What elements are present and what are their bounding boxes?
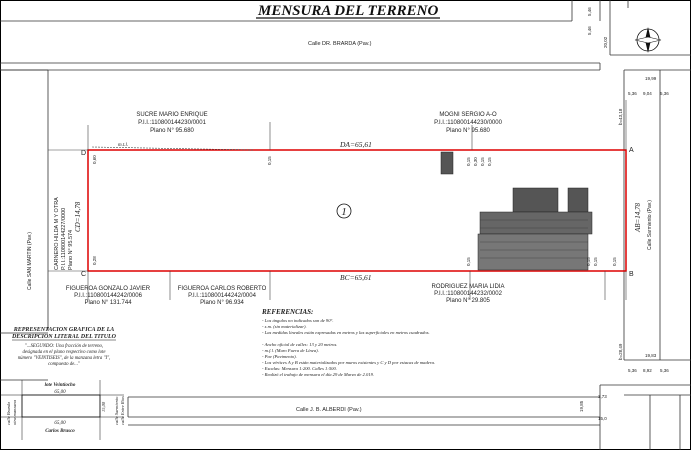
svg-text:DESCRIPCION LITERAL DEL TITULO: DESCRIPCION LITERAL DEL TITULO (11, 334, 117, 340)
svg-text:P.I.I.:110800144232/0002: P.I.I.:110800144232/0002 (434, 291, 502, 297)
svg-text:P.I.I.:110800144227/0000: P.I.I.:110800144227/0000 (61, 207, 67, 270)
block-bottom (0, 380, 624, 450)
svg-text:5,46: 5,46 (587, 7, 592, 16)
street-right: Calle Sarmiento (Pav.) (647, 200, 653, 250)
mtl-label: m.t.l. (118, 143, 129, 148)
references-heading: REFERENCIAS: (262, 308, 314, 316)
svg-text:5,36: 5,36 (628, 368, 637, 373)
svg-text:"...SEGUNDO: Una fracción de t: "...SEGUNDO: Una fracción de terreno, (24, 344, 104, 349)
svg-text:REPRESENTACION GRAFICA DE LA: REPRESENTACION GRAFICA DE LA (13, 327, 115, 333)
svg-text:otra manzana: otra manzana (12, 400, 17, 425)
svg-text:RODRIGUEZ MARIA LIDIA: RODRIGUEZ MARIA LIDIA (431, 284, 505, 290)
svg-text:- m.f.l. (Muro Fuera de Línea): - m.f.l. (Muro Fuera de Línea). (262, 348, 319, 353)
svg-text:b=28,49: b=28,49 (618, 343, 623, 360)
svg-text:0,28: 0,28 (92, 256, 97, 265)
svg-text:P.I.I.:110800144230/0000: P.I.I.:110800144230/0000 (434, 120, 502, 126)
svg-text:- Ancho oficial de calles: 13: - Ancho oficial de calles: 13 y 20 metros. (262, 342, 338, 347)
svg-text:0,15: 0,15 (466, 257, 471, 266)
neighbor-top-right (434, 112, 503, 134)
svg-text:- Pav (Pavimento).: - Pav (Pavimento). (262, 354, 297, 359)
svg-text:0,15: 0,15 (612, 257, 617, 266)
neighbor-bottom-mid (178, 286, 267, 306)
mini-plan (0, 380, 125, 440)
svg-text:Plano N° 131.744: Plano N° 131.744 (84, 300, 132, 306)
svg-text:FIGUEROA CARLOS ROBERTO: FIGUEROA CARLOS ROBERTO (177, 286, 267, 292)
svg-text:lote Veintiocho: lote Veintiocho (44, 383, 76, 388)
vertex-b: B (629, 271, 634, 278)
svg-text:5,36: 5,36 (660, 91, 669, 96)
side-cd: CD=14,78 (74, 201, 82, 232)
svg-text:65,00: 65,00 (54, 421, 66, 426)
svg-text:SUCRE MARIO ENRIQUE: SUCRE MARIO ENRIQUE (136, 112, 208, 118)
svg-text:19,85: 19,85 (579, 400, 584, 412)
svg-text:3,73: 3,73 (598, 394, 607, 399)
street-bottom: Calle J. B. ALBERDI (Pav.) (296, 407, 362, 413)
svg-text:b=43,18: b=43,18 (618, 108, 623, 125)
svg-text:20,02: 20,02 (603, 36, 608, 48)
vertex-a: A (629, 147, 634, 154)
svg-text:Plano N° 95.680: Plano N° 95.680 (150, 128, 194, 134)
svg-text:calle Brarda: calle Brarda (6, 402, 11, 425)
svg-text:Plano N° 95.680: Plano N° 95.680 (446, 128, 490, 134)
svg-text:Plano N° 29.805: Plano N° 29.805 (446, 298, 490, 304)
svg-text:compuesto de...": compuesto de..." (48, 362, 80, 367)
side-bc: BC=65,61 (340, 273, 372, 282)
svg-text:Plano N° 95.574: Plano N° 95.574 (68, 229, 74, 270)
svg-text:- s.m. (sin materializar).: - s.m. (sin materializar). (262, 324, 307, 329)
svg-text:- Realizó el trabajo de mensur: - Realizó el trabajo de mensura el día 29 de Marzo de 2.019. (262, 372, 375, 377)
svg-text:9,04: 9,04 (643, 91, 652, 96)
svg-text:CARNERO HILDA M Y OTRA: CARNERO HILDA M Y OTRA (54, 197, 60, 270)
neighbor-top-left (136, 112, 207, 134)
svg-text:0,15: 0,15 (480, 157, 485, 166)
svg-text:designada en el plano respecti: designada en el plano respectivo como lote (22, 350, 106, 355)
svg-text:P.I.I.:110800144230/0001: P.I.I.:110800144230/0001 (138, 120, 206, 126)
svg-text:P.I.I.:110800144242/0004: P.I.I.:110800144242/0004 (188, 293, 256, 299)
svg-text:P.I.I.:110800144242/0006: P.I.I.:110800144242/0006 (74, 293, 142, 299)
page-title: MENSURA DEL TERRENO (258, 3, 439, 19)
svg-text:número "VEINTISEIS", de la man: número "VEINTISEIS", de la manzana letra "I", (17, 356, 111, 361)
svg-text:15,0: 15,0 (598, 416, 607, 421)
svg-text:calle Entre Ríos: calle Entre Ríos (120, 396, 125, 425)
svg-text:19,99: 19,99 (645, 76, 657, 81)
svg-text:0,60: 0,60 (92, 155, 97, 164)
side-ab: AB=14,78 (634, 202, 642, 232)
vertex-c: C (81, 271, 87, 278)
svg-text:- Los vértices A y B están mat: - Los vértices A y B están materializados por muros existentes y C y D por estacas de madera. (262, 360, 436, 365)
svg-text:MOGNI SERGIO A-O: MOGNI SERGIO A-O (439, 112, 497, 118)
svg-text:0,30: 0,30 (473, 157, 478, 166)
svg-text:Plano N° 96.934: Plano N° 96.934 (200, 300, 244, 306)
street-left: Calle SAN MARTIN (Pav.) (27, 232, 33, 290)
svg-text:Carlos Brusco: Carlos Brusco (45, 429, 75, 434)
left-street (0, 70, 48, 333)
lot-number: 1 (341, 206, 347, 218)
svg-text:19,83: 19,83 (645, 353, 657, 358)
svg-text:5,36: 5,36 (628, 91, 637, 96)
vertex-d: D (81, 150, 87, 157)
svg-text:15,00: 15,00 (101, 401, 106, 412)
svg-text:- Las medidas lineales están e: - Las medidas lineales están expresadas en metros y las superficiales en metros cuadrados. (262, 330, 430, 335)
svg-text:0,15: 0,15 (487, 157, 492, 166)
svg-text:calle Sarmiento: calle Sarmiento (114, 396, 119, 425)
neighbor-bottom-right (431, 284, 504, 304)
svg-text:65,00: 65,00 (54, 390, 66, 395)
north-arrow-icon (635, 27, 661, 53)
buildings (441, 152, 592, 270)
right-street (624, 70, 691, 450)
neighbor-left (54, 197, 74, 270)
svg-text:0,15: 0,15 (267, 156, 272, 165)
svg-text:FIGUEROA GONZALO JAVIER: FIGUEROA GONZALO JAVIER (65, 286, 151, 292)
svg-text:0,15: 0,15 (586, 257, 591, 266)
svg-text:5,36: 5,36 (660, 368, 669, 373)
svg-text:0,15: 0,15 (593, 257, 598, 266)
svg-text:0,15: 0,15 (466, 157, 471, 166)
svg-text:8,92: 8,92 (643, 368, 652, 373)
svg-text:- Los ángulos no indicados son: - Los ángulos no indicados son de 90°. (262, 318, 334, 323)
svg-text:5,46: 5,46 (587, 26, 592, 35)
neighbor-bottom-left (66, 286, 151, 306)
side-da: DA=65,61 (340, 140, 372, 149)
street-top: Calle DR. BRARDA (Pav.) (308, 41, 372, 47)
references-list (262, 318, 435, 377)
svg-text:- Escalas: Mensura 1:200. Call: - Escalas: Mensura 1:200. Calles 1:500. (262, 366, 337, 371)
